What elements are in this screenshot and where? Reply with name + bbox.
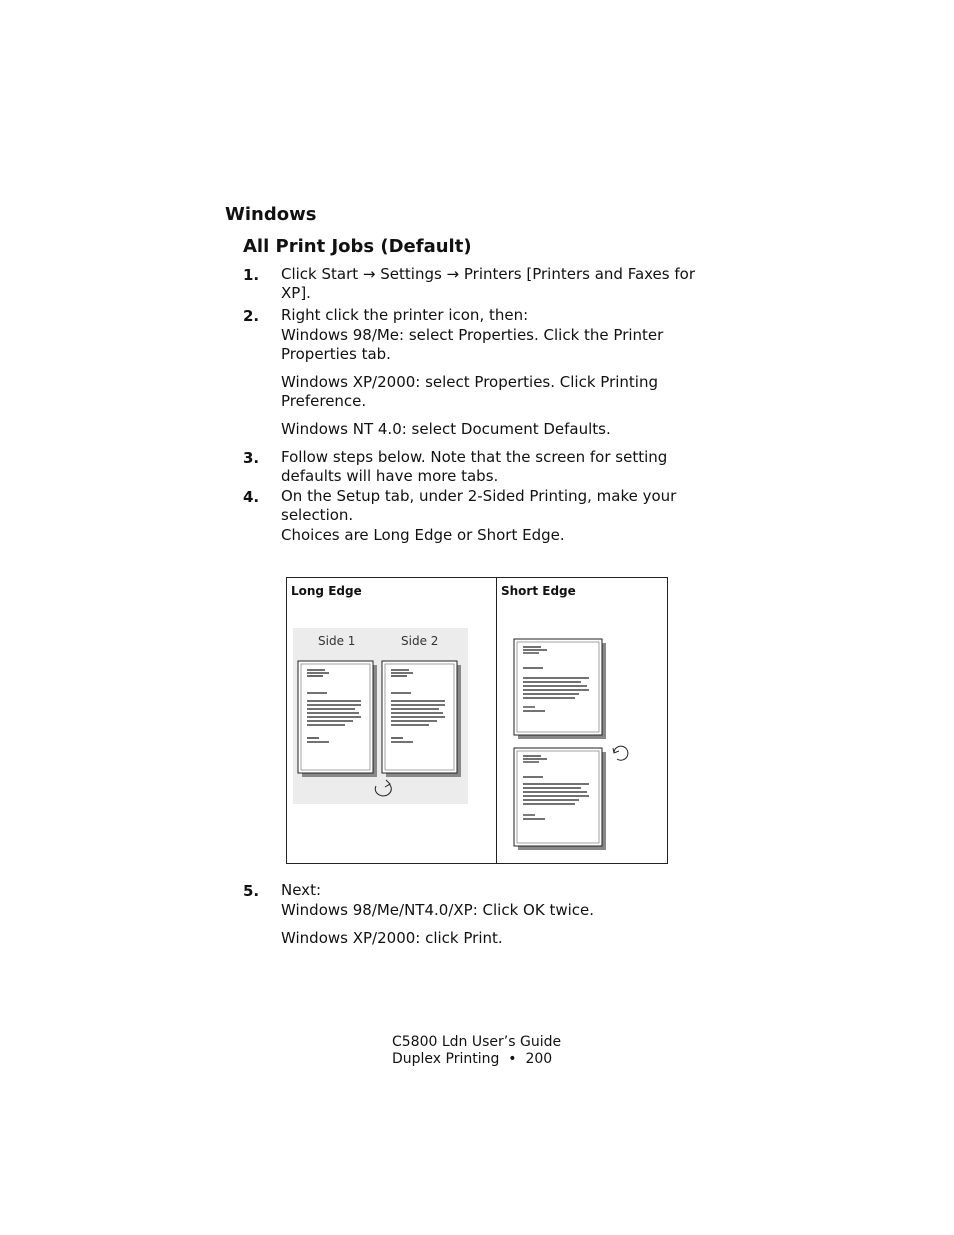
- step-text-1: Click Start → Settings → Printers [Printers and Faxes for XP].: [281, 265, 695, 302]
- step-4-note-1: Choices are Long Edge or Short Edge.: [281, 526, 565, 544]
- step-number-2: 2.: [243, 307, 260, 325]
- step-2-note-2: Windows XP/2000: select Properties. Click Printing Preference.: [281, 373, 658, 410]
- long-edge-illustration: [293, 628, 468, 804]
- flip-arrow-icon: [613, 746, 628, 760]
- step-number-1: 1.: [243, 266, 260, 284]
- long-edge-caption: Long Edge: [291, 584, 362, 598]
- duplex-options-figure: [286, 577, 668, 864]
- page-side-1: [298, 661, 377, 777]
- side-2-label: Side 2: [401, 634, 439, 648]
- step-5-note-2: Windows XP/2000: click Print.: [281, 929, 503, 947]
- footer-page-info: Duplex Printing • 200: [392, 1051, 553, 1067]
- step-number-3: 3.: [243, 449, 260, 467]
- page-bottom: [514, 748, 606, 850]
- page-side-2: [382, 661, 461, 777]
- step-text-3: Follow steps below. Note that the screen for setting defaults will have more tabs.: [281, 448, 668, 485]
- section-title: Windows: [225, 204, 317, 225]
- short-edge-caption: Short Edge: [501, 584, 576, 598]
- step-text-4: On the Setup tab, under 2-Sided Printing, make your selection.: [281, 487, 677, 524]
- step-number-5: 5.: [243, 882, 260, 900]
- subsection-title: All Print Jobs (Default): [243, 236, 472, 257]
- short-edge-illustration: [511, 636, 641, 858]
- step-text-2: Right click the printer icon, then:: [281, 306, 529, 324]
- side-1-label: Side 1: [318, 634, 356, 648]
- step-5-note-1: Windows 98/Me/NT4.0/XP: Click OK twice.: [281, 901, 595, 919]
- step-number-4: 4.: [243, 488, 260, 506]
- step-2-note-3: Windows NT 4.0: select Document Defaults.: [281, 420, 611, 438]
- step-text-5: Next:: [281, 881, 321, 899]
- step-2-note-1: Windows 98/Me: select Properties. Click the Printer Properties tab.: [281, 326, 664, 363]
- figure-divider: [496, 578, 497, 863]
- page-top: [514, 639, 606, 739]
- footer-guide-title: C5800 Ldn User’s Guide: [392, 1034, 562, 1050]
